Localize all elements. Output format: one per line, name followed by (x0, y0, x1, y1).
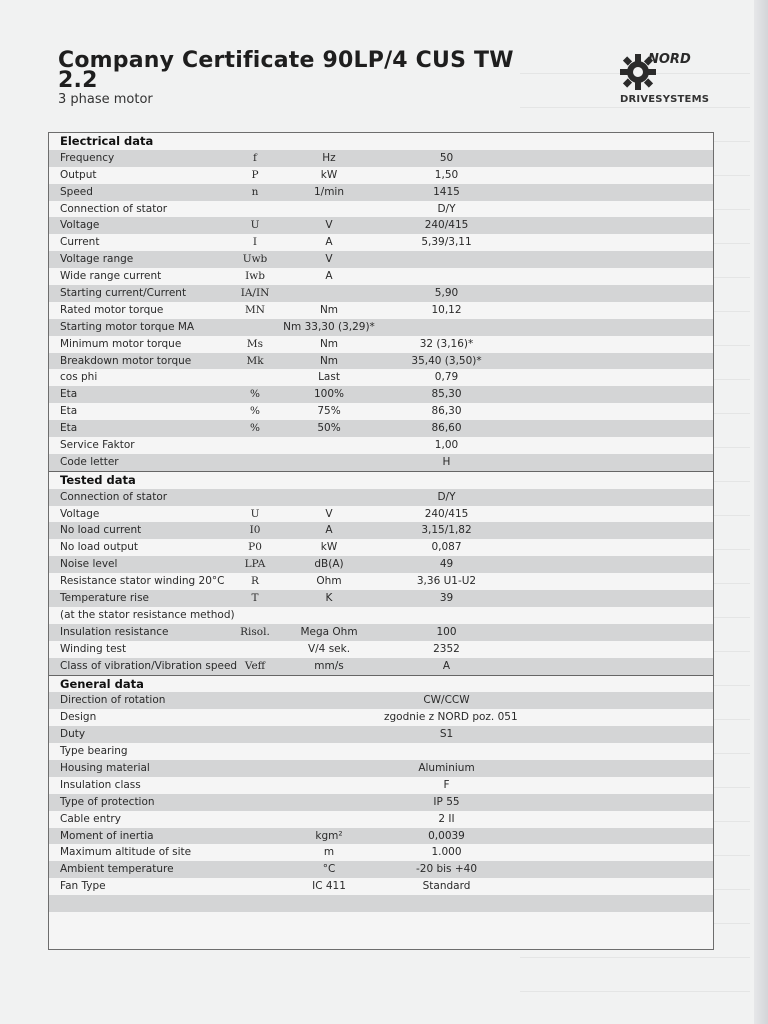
data-rows (49, 133, 713, 929)
row-value: F (443, 778, 450, 791)
row-symbol: R (251, 575, 259, 588)
row-value: 1.000 (431, 846, 462, 859)
row-symbol: Risol. (240, 625, 270, 638)
title-line-2: 2.2 (58, 68, 98, 93)
row-label: Class of vibration/Vibration speed (60, 659, 238, 672)
row-label: Winding test (60, 642, 127, 655)
row-symbol: Iwb (245, 270, 265, 283)
row-unit: kW (320, 541, 338, 554)
row-value: zgodnie z NORD poz. 051 (384, 711, 518, 724)
row-unit: °C (322, 863, 336, 876)
table-row (49, 878, 713, 895)
row-unit: mm/s (314, 659, 344, 672)
row-value: 49 (439, 558, 454, 571)
row-value: 39 (439, 592, 454, 605)
table-row (49, 184, 713, 201)
row-label: Design (60, 711, 97, 724)
table-row (49, 607, 713, 624)
row-value: 240/415 (424, 219, 469, 232)
row-symbol: P (251, 168, 259, 181)
row-symbol: % (250, 388, 260, 401)
row-unit: A (325, 236, 333, 249)
row-label: Service Faktor (60, 439, 135, 452)
row-label: Maximum altitude of site (60, 846, 192, 859)
row-label: Resistance stator winding 20°C (60, 575, 225, 588)
row-unit: IC 411 (312, 880, 346, 893)
row-label: Fan Type (60, 880, 106, 893)
row-label: Speed (60, 185, 93, 198)
table-row (49, 895, 713, 912)
table-row (49, 403, 713, 420)
row-unit: 100% (313, 388, 345, 401)
table-row (49, 828, 713, 845)
table-row (49, 709, 713, 726)
row-label: Insulation class (60, 778, 141, 791)
section-header (49, 133, 713, 150)
row-value: 240/415 (424, 507, 469, 520)
row-symbol: Ms (246, 337, 264, 350)
row-symbol: U (250, 219, 260, 232)
row-label: Type of protection (60, 795, 155, 808)
row-symbol: I (252, 236, 258, 249)
row-value: 1415 (433, 185, 460, 198)
row-unit: V (325, 253, 333, 266)
row-label: (at the stator resistance method) (60, 608, 235, 621)
row-unit: A (325, 524, 333, 537)
row-value: 5,39/3,11 (421, 236, 472, 249)
row-value: 86,60 (431, 422, 462, 435)
table-row (49, 539, 713, 556)
row-symbol: IA/IN (240, 287, 270, 300)
row-unit: A (325, 270, 333, 283)
table-row (49, 844, 713, 861)
row-value: A (442, 659, 451, 672)
row-symbol: U (250, 507, 260, 520)
row-unit: m (323, 846, 335, 859)
table-row (49, 201, 713, 218)
row-value: 35,40 (3,50)* (411, 354, 482, 367)
table-row (49, 454, 713, 471)
nord-logo (618, 50, 710, 108)
row-label: Starting current/Current (60, 287, 187, 300)
row-value: 86,30 (431, 405, 462, 418)
row-label: Output (60, 168, 97, 181)
row-unit: Nm (319, 337, 339, 350)
row-label: Breakdown motor torque (60, 354, 192, 367)
table-row (49, 319, 713, 336)
table-row (49, 302, 713, 319)
row-unit: Nm (319, 303, 339, 316)
table-row (49, 556, 713, 573)
table-row (49, 692, 713, 709)
table-row (49, 268, 713, 285)
row-unit: 75% (317, 405, 341, 418)
row-label: Duty (60, 728, 86, 741)
table-row (49, 726, 713, 743)
row-value: 100 (436, 625, 457, 638)
row-label: Eta (60, 422, 78, 435)
data-sheet (48, 132, 714, 950)
table-row (49, 912, 713, 929)
logo-caption: DRIVESYSTEMS (620, 94, 710, 105)
table-row (49, 811, 713, 828)
row-unit: V (325, 219, 333, 232)
table-row (49, 641, 713, 658)
row-label: Starting motor torque MA (60, 320, 195, 333)
row-value: Standard (422, 880, 471, 893)
row-value: S1 (439, 728, 454, 741)
row-value: CW/CCW (423, 694, 470, 707)
row-value: 1,00 (434, 439, 459, 452)
row-symbol: n (251, 185, 259, 198)
row-label: No load output (60, 541, 139, 554)
row-symbol: I0 (249, 524, 261, 537)
row-value: 3,36 U1-U2 (416, 575, 477, 588)
scan-edge (754, 0, 768, 1024)
table-row (49, 217, 713, 234)
row-value: 10,12 (431, 303, 462, 316)
row-unit: kgm² (315, 829, 343, 842)
row-symbol: f (253, 151, 257, 164)
section-title: General data (60, 676, 144, 691)
row-unit: K (325, 592, 333, 605)
row-value: 0,087 (431, 541, 462, 554)
row-label: No load current (60, 524, 142, 537)
row-unit: V (325, 507, 333, 520)
table-row (49, 590, 713, 607)
row-label: Temperature rise (60, 592, 150, 605)
page-subtitle: 3 phase motor (58, 92, 153, 107)
table-row (49, 234, 713, 251)
table-row (49, 353, 713, 370)
row-value: Aluminium (418, 761, 475, 774)
row-unit: 50% (317, 422, 341, 435)
row-label: Moment of inertia (60, 829, 154, 842)
row-symbol: LPA (244, 558, 266, 571)
row-unit: Hz (322, 151, 336, 164)
row-unit: Mega Ohm (300, 625, 358, 638)
row-value: 2 II (438, 812, 455, 825)
row-label: Voltage range (60, 253, 134, 266)
row-label: Rated motor torque (60, 303, 164, 316)
table-row (49, 506, 713, 523)
row-value: 0,0039 (428, 829, 465, 842)
row-unit: V/4 sek. (307, 642, 351, 655)
row-label: Eta (60, 405, 78, 418)
row-label: Minimum motor torque (60, 337, 182, 350)
row-value: D/Y (437, 490, 456, 503)
row-value: 5,90 (434, 287, 459, 300)
table-row (49, 522, 713, 539)
table-row (49, 285, 713, 302)
row-label: Frequency (60, 151, 115, 164)
table-row (49, 167, 713, 184)
row-label: cos phi (60, 371, 98, 384)
row-value: 2352 (433, 642, 460, 655)
row-label: Insulation resistance (60, 625, 169, 638)
row-unit: 1/min (313, 185, 345, 198)
row-value: H (442, 455, 451, 468)
logo-brand: NORD (648, 52, 691, 67)
table-row (49, 861, 713, 878)
table-row (49, 794, 713, 811)
section-title: Electrical data (60, 134, 154, 148)
section-header (49, 471, 713, 489)
row-symbol: MN (245, 303, 265, 316)
row-symbol: Mk (246, 354, 264, 367)
table-row (49, 420, 713, 437)
row-value: D/Y (437, 202, 456, 215)
row-symbol: T (251, 592, 259, 605)
row-symbol: P0 (248, 541, 262, 554)
row-symbol: % (250, 405, 260, 418)
row-value: 0,79 (434, 371, 459, 384)
title-line-1: Company Certificate 90LP/4 CUS TW (58, 48, 514, 73)
row-label: Code letter (60, 455, 119, 468)
row-label: Ambient temperature (60, 863, 174, 876)
section-title: Tested data (60, 472, 136, 487)
table-row (49, 624, 713, 641)
row-label: Voltage (60, 507, 100, 520)
row-symbol: % (250, 422, 260, 435)
row-unit: Ohm (316, 575, 342, 588)
row-unit: dB(A) (314, 558, 344, 571)
row-value: 3,15/1,82 (421, 524, 472, 537)
table-row (49, 573, 713, 590)
table-row (49, 743, 713, 760)
row-value: 50 (439, 151, 454, 164)
row-label: Wide range current (60, 270, 162, 283)
table-row (49, 386, 713, 403)
table-row (49, 760, 713, 777)
table-row (49, 437, 713, 454)
row-value: 32 (3,16)* (419, 337, 474, 350)
row-unit: Last (318, 371, 340, 384)
row-label: Direction of rotation (60, 694, 166, 707)
row-value: -20 bis +40 (415, 863, 478, 876)
row-label: Connection of stator (60, 490, 168, 503)
table-row (49, 658, 713, 675)
row-value: 1,50 (434, 168, 459, 181)
row-label: Current (60, 236, 100, 249)
row-symbol: Veff (244, 659, 266, 672)
row-value: 85,30 (431, 388, 462, 401)
table-row (49, 777, 713, 794)
row-unit: kW (320, 168, 338, 181)
table-row (49, 150, 713, 167)
table-row (49, 336, 713, 353)
table-row (49, 489, 713, 506)
row-label: Type bearing (60, 745, 128, 758)
row-label: Housing material (60, 761, 150, 774)
row-label: Voltage (60, 219, 100, 232)
row-unit: Nm 33,30 (3,29)* (283, 320, 375, 333)
row-unit: Nm (319, 354, 339, 367)
table-row (49, 251, 713, 268)
row-label: Noise level (60, 558, 118, 571)
table-row (49, 369, 713, 386)
row-value: IP 55 (433, 795, 460, 808)
row-symbol: Uwb (242, 253, 268, 266)
row-label: Connection of stator (60, 202, 168, 215)
row-label: Cable entry (60, 812, 121, 825)
row-label: Eta (60, 388, 78, 401)
section-header (49, 675, 713, 693)
